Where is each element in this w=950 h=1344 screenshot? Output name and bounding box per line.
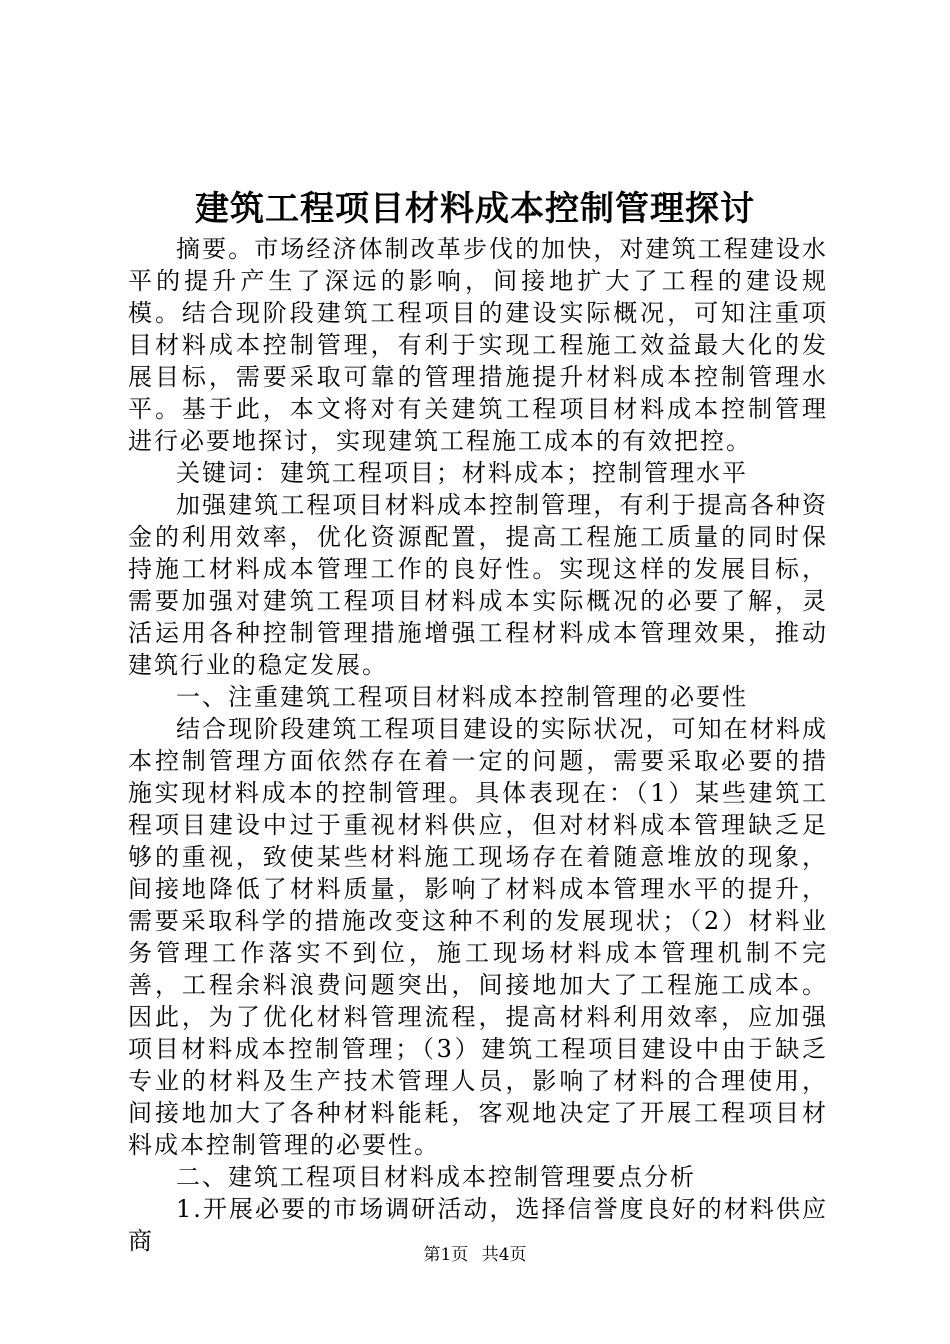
keywords-paragraph: 关键词：建筑工程项目；材料成本；控制管理水平: [176, 459, 748, 487]
section-1-paragraph: 结合现阶段建筑工程项目建设的实际状况，可知在材料成本控制管理方面依然存在着一定的问题，需要采取必要的措施实现材料成本的控制管理。具体表现在：（1）某些建筑工程项目建设中过于重视材料供应，但对材料成本管理缺乏足够的重视，致使某些材料施工现场存在着随意堆放的现象，间接地降低了材料质量，影响了材料成本管理水平的提升，需要采取科学的措施改变这种不利的发展现状；（2）材料业务管理工作落实不到位，施工现场材料成本管理机制不完善，工程余料浪费问题突出，间接地加大了工程施工成本。因此，为了优化材料管理流程，提高材料利用效率，应加强项目材料成本控制管理；（3）建筑工程项目建设中由于缺乏专业的材料及生产技术管理人员，影响了材料的合理使用，间接地加大了各种材料能耗，客观地决定了开展工程项目材料成本控制管理的必要性。: [128, 715, 828, 1159]
subsection-heading-1: 1.开展必要的市场调研活动，选择信誉度良好的材料供应商: [128, 1195, 828, 1255]
intro-paragraph: 加强建筑工程项目材料成本控制管理，有利于提高各种资金的利用效率，优化资源配置，提高工程施工质量的同时保持施工材料成本管理工作的良好性。实现这样的发展目标，需要加强对建筑工程项目材料成本实际概况的必要了解，灵活运用各种控制管理措施增强工程材料成本管理效果，推动建筑行业的稳定发展。: [128, 491, 828, 679]
document-title: 建筑工程项目材料成本控制管理探讨: [195, 189, 755, 229]
section-heading-2: 二、建筑工程项目材料成本控制管理要点分析: [176, 1163, 696, 1191]
abstract-paragraph: 摘要。市场经济体制改革步伐的加快，对建筑工程建设水平的提升产生了深远的影响，间接地扩大了工程的建设规模。结合现阶段建筑工程项目的建设实际概况，可知注重项目材料成本控制管理，有利于实现工程施工效益最大化的发展目标，需要采取可靠的管理措施提升材料成本控制管理水平。基于此，本文将对有关建筑工程项目材料成本控制管理进行必要地探讨，实现建筑工程施工成本的有效把控。: [128, 235, 828, 455]
page-total: 共4页: [481, 1245, 527, 1265]
section-heading-1: 一、注重建筑工程项目材料成本控制管理的必要性: [176, 683, 748, 711]
page-number: 第1页: [423, 1245, 469, 1265]
page-footer: [0, 1243, 950, 1267]
document-body: [128, 233, 828, 1257]
